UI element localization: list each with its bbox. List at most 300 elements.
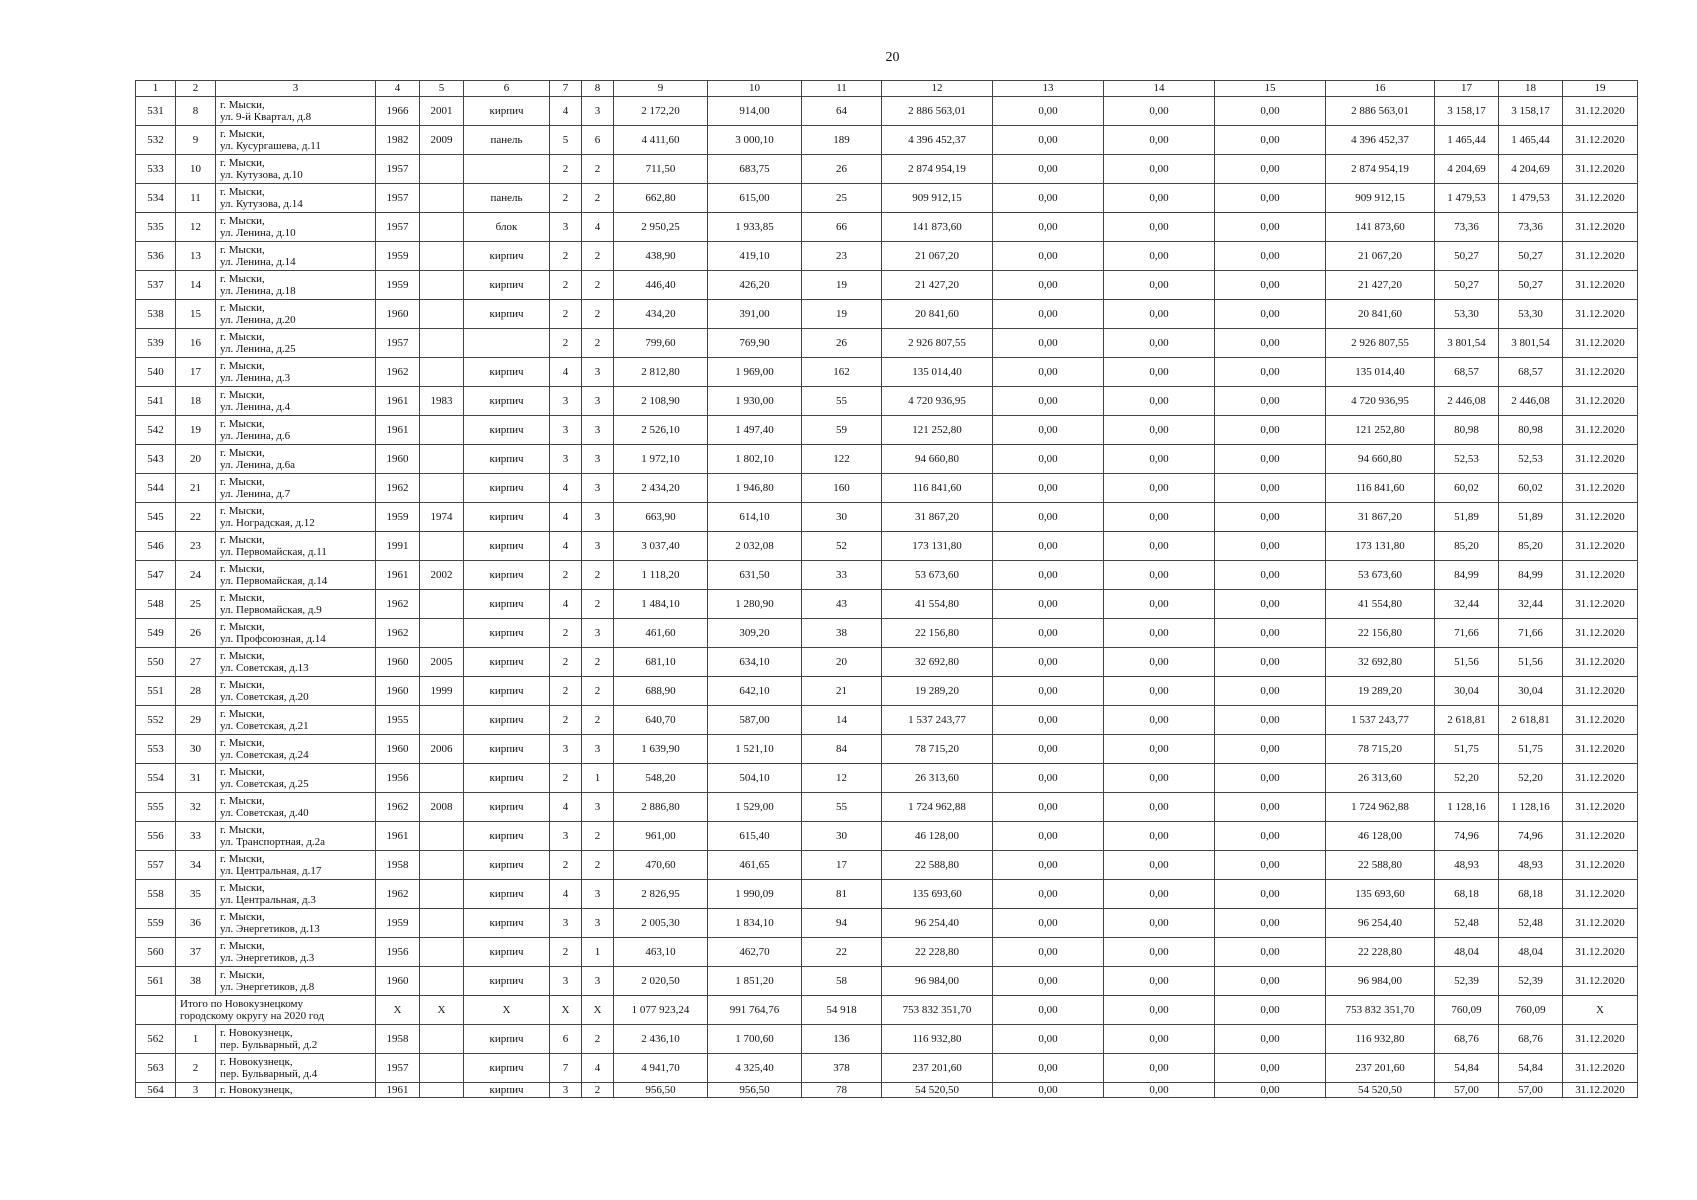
cell-wall-material [464,329,550,358]
cell-total-area: 1 118,20 [614,561,708,590]
cell-floors: 3 [550,909,582,938]
cell-floors: 4 [550,793,582,822]
table-row [136,1054,1638,1083]
cell-deadline: 31.12.2020 [1563,590,1638,619]
cell-year-renovated: 1974 [420,503,464,532]
cell-entrances: 2 [582,329,614,358]
cell-total-cost: 41 554,80 [882,590,993,619]
cell-row-number: 538 [136,300,176,329]
column-header-19: 19 [1563,81,1638,97]
cell-entrances: 6 [582,126,614,155]
cell-total-area: 681,10 [614,648,708,677]
table-row [136,329,1638,358]
cell-living-area: 2 032,08 [708,532,802,561]
cell-living-area: 1 969,00 [708,358,802,387]
cell-total-cost: 21 427,20 [882,271,993,300]
cell-address [216,735,376,764]
total-residents: 54 918 [802,996,882,1025]
cell-year-built: 1959 [376,271,420,300]
column-header-10: 10 [708,81,802,97]
cell-total-cost: 31 867,20 [882,503,993,532]
address-street: ул. Советская, д.13 [220,662,309,674]
cell-living-area: 914,00 [708,97,802,126]
cell-cost-per-sqm-limit: 68,76 [1499,1025,1563,1054]
cell-year-renovated [420,329,464,358]
cell-living-area: 683,75 [708,155,802,184]
cell-row-number: 552 [136,706,176,735]
column-header-4: 4 [376,81,420,97]
address-city: г. Мыски, [220,708,265,720]
address-street: ул. Ленина, д.4 [220,401,291,413]
address-street: ул. Ленина, д.25 [220,343,296,355]
cell-cost-other: 0,00 [1215,677,1326,706]
cell-row-number: 555 [136,793,176,822]
cell-cost-fund: 0,00 [993,532,1104,561]
address-street: ул. Ленина, д.7 [220,488,291,500]
cell-cost-per-sqm-limit: 3 158,17 [1499,97,1563,126]
cell-cost-other: 0,00 [1215,184,1326,213]
cell-living-area: 1 851,20 [708,967,802,996]
address-city: г. Мыски, [220,650,265,662]
cell-deadline: 31.12.2020 [1563,271,1638,300]
cell-row-number: 554 [136,764,176,793]
table-row [136,880,1638,909]
cell-residents: 21 [802,677,882,706]
cell-residents: 122 [802,445,882,474]
address-city: г. Мыски, [220,273,265,285]
cell-deadline: 31.12.2020 [1563,97,1638,126]
cell-residents: 59 [802,416,882,445]
table-row [136,764,1638,793]
cell-cost-other: 0,00 [1215,822,1326,851]
cell-year-renovated [420,213,464,242]
cell-address [216,880,376,909]
cell-wall-material: кирпич [464,735,550,764]
cell-total-cost: 46 128,00 [882,822,993,851]
table-row [136,706,1638,735]
cell-cost-owners: 26 313,60 [1326,764,1435,793]
cell-floors: 2 [550,677,582,706]
cell-cost-fund: 0,00 [993,445,1104,474]
cell-row-number: 537 [136,271,176,300]
cell-cost-per-sqm-limit: 80,98 [1499,416,1563,445]
table-row [136,474,1638,503]
cell-floors: 2 [550,561,582,590]
table-row [136,126,1638,155]
cell-year-renovated [420,184,464,213]
table-row [136,648,1638,677]
cell-deadline: 31.12.2020 [1563,474,1638,503]
cell-year-built: 1962 [376,474,420,503]
cell-total-area: 1 484,10 [614,590,708,619]
cell-cost-per-sqm-limit: 74,96 [1499,822,1563,851]
cell-total-area: 2 526,10 [614,416,708,445]
cell-floors: 6 [550,1025,582,1054]
cell-cost-budget: 0,00 [1104,300,1215,329]
cell-total-area: 662,80 [614,184,708,213]
page-number: 20 [885,50,900,65]
cell-floors: 4 [550,880,582,909]
cell-cost-owners: 237 201,60 [1326,1054,1435,1083]
address-city: г. Мыски, [220,824,265,836]
cell-address [216,561,376,590]
cell-wall-material: кирпич [464,967,550,996]
cell-cost-per-sqm: 84,99 [1435,561,1499,590]
cell-year-renovated: 2008 [420,793,464,822]
cell-residents: 189 [802,126,882,155]
cell-cost-fund: 0,00 [993,735,1104,764]
cell-cost-fund: 0,00 [993,764,1104,793]
cell-deadline: 31.12.2020 [1563,851,1638,880]
table-row [136,387,1638,416]
cell-cost-fund: 0,00 [993,155,1104,184]
cell-cost-per-sqm-limit: 84,99 [1499,561,1563,590]
cell-cost-other: 0,00 [1215,706,1326,735]
cell-cost-budget: 0,00 [1104,1025,1215,1054]
cell-entrances: 2 [582,1083,614,1098]
cell-residents: 55 [802,793,882,822]
cell-row-number: 532 [136,126,176,155]
cell-cost-other: 0,00 [1215,387,1326,416]
cell-living-area: 614,10 [708,503,802,532]
cell-wall-material: кирпич [464,677,550,706]
cell-address [216,445,376,474]
cell-year-renovated: 2005 [420,648,464,677]
cell-year-built: 1957 [376,329,420,358]
address-street: ул. Ноградская, д.12 [220,517,315,529]
cell-cost-other: 0,00 [1215,503,1326,532]
cell-row-number: 535 [136,213,176,242]
cell-address [216,126,376,155]
cell-cost-per-sqm: 3 158,17 [1435,97,1499,126]
column-header-1: 1 [136,81,176,97]
cell-address [216,793,376,822]
cell-year-renovated [420,967,464,996]
address-street: ул. Кутузова, д.10 [220,169,303,181]
cell-local-number: 25 [176,590,216,619]
address-street: ул. Энергетиков, д.3 [220,952,315,964]
total-row [136,996,1638,1025]
cell-address [216,271,376,300]
table-row [136,358,1638,387]
cell-total-cost: 96 984,00 [882,967,993,996]
cell-deadline: 31.12.2020 [1563,329,1638,358]
cell-cost-per-sqm: 57,00 [1435,1083,1499,1098]
cell-cost-other: 0,00 [1215,880,1326,909]
cell-living-area: 426,20 [708,271,802,300]
cell-cost-budget: 0,00 [1104,938,1215,967]
cell-year-built: 1961 [376,822,420,851]
cell-cost-budget: 0,00 [1104,213,1215,242]
cell-address [216,1083,376,1098]
cell-cost-budget: 0,00 [1104,1054,1215,1083]
cell-cost-owners: 173 131,80 [1326,532,1435,561]
cell-local-number: 32 [176,793,216,822]
cell-floors: 4 [550,97,582,126]
cell-address [216,822,376,851]
cell-total-area: 434,20 [614,300,708,329]
cell-year-renovated [420,358,464,387]
cell-year-renovated [420,155,464,184]
cell-cost-fund: 0,00 [993,329,1104,358]
cell-total-cost: 135 014,40 [882,358,993,387]
cell-entrances: 4 [582,213,614,242]
cell-total-area: 2 950,25 [614,213,708,242]
cell-deadline: 31.12.2020 [1563,445,1638,474]
cell-local-number: 33 [176,822,216,851]
cell-cost-per-sqm: 68,76 [1435,1025,1499,1054]
cell-floors: 2 [550,619,582,648]
cell-total-area: 2 436,10 [614,1025,708,1054]
cell-cost-budget: 0,00 [1104,590,1215,619]
cell-year-renovated [420,1054,464,1083]
cell-year-built: 1960 [376,300,420,329]
cell-local-number: 18 [176,387,216,416]
cell-total-area: 2 434,20 [614,474,708,503]
cell-local-number: 23 [176,532,216,561]
cell-row-number: 540 [136,358,176,387]
cell-living-area: 391,00 [708,300,802,329]
address-city: г. Мыски, [220,418,265,430]
address-street: ул. Энергетиков, д.13 [220,923,320,935]
cell-local-number: 19 [176,416,216,445]
address-street: пер. Бульварный, д.4 [220,1068,318,1080]
column-header-6: 6 [464,81,550,97]
cell-cost-budget: 0,00 [1104,474,1215,503]
cell-cost-per-sqm: 2 618,81 [1435,706,1499,735]
cell-total-area: 4 411,60 [614,126,708,155]
cell-cost-per-sqm: 32,44 [1435,590,1499,619]
table-row [136,242,1638,271]
cell-deadline: 31.12.2020 [1563,938,1638,967]
cell-wall-material: кирпич [464,851,550,880]
cell-address [216,387,376,416]
cell-entrances: 3 [582,532,614,561]
cell-cost-budget: 0,00 [1104,648,1215,677]
cell-year-renovated: 2006 [420,735,464,764]
cell-residents: 84 [802,735,882,764]
cell-cost-fund: 0,00 [993,1083,1104,1098]
table-row [136,677,1638,706]
cell-year-built: 1959 [376,909,420,938]
cell-local-number: 21 [176,474,216,503]
cell-cost-owners: 135 693,60 [1326,880,1435,909]
cell-cost-fund: 0,00 [993,387,1104,416]
cell-residents: 19 [802,271,882,300]
cell-local-number: 36 [176,909,216,938]
cell-year-built: 1962 [376,619,420,648]
cell-cost-per-sqm-limit: 60,02 [1499,474,1563,503]
cell-total-area: 548,20 [614,764,708,793]
cell-entrances: 3 [582,909,614,938]
cell-total-area: 1 972,10 [614,445,708,474]
cell-deadline: 31.12.2020 [1563,967,1638,996]
cell-total-area: 463,10 [614,938,708,967]
cell-cost-per-sqm: 54,84 [1435,1054,1499,1083]
cell-cost-fund: 0,00 [993,474,1104,503]
cell-cost-budget: 0,00 [1104,851,1215,880]
cell-local-number: 3 [176,1083,216,1098]
cell-residents: 19 [802,300,882,329]
cell-cost-budget: 0,00 [1104,967,1215,996]
cell-total-area: 663,90 [614,503,708,532]
cell-address [216,532,376,561]
cell-wall-material: блок [464,213,550,242]
cell-floors: 2 [550,300,582,329]
cell-wall-material: панель [464,126,550,155]
cell-entrances: 3 [582,793,614,822]
address-street: ул. Кусургашева, д.11 [220,140,321,152]
cell-cost-owners: 41 554,80 [1326,590,1435,619]
cell-cost-owners: 22 228,80 [1326,938,1435,967]
cell-living-area: 1 280,90 [708,590,802,619]
cell-cost-per-sqm-limit: 4 204,69 [1499,155,1563,184]
cell-deadline: 31.12.2020 [1563,300,1638,329]
column-header-13: 13 [993,81,1104,97]
cell-row-number: 561 [136,967,176,996]
cell-cost-per-sqm: 52,48 [1435,909,1499,938]
cell-residents: 26 [802,155,882,184]
cell-entrances: 1 [582,764,614,793]
cell-year-built: 1958 [376,851,420,880]
cell-local-number: 14 [176,271,216,300]
cell-year-renovated [420,416,464,445]
cell-living-area: 309,20 [708,619,802,648]
cell-total-cost: 2 926 807,55 [882,329,993,358]
cell-cost-budget: 0,00 [1104,242,1215,271]
cell-address [216,329,376,358]
cell-cost-fund: 0,00 [993,358,1104,387]
table-row [136,416,1638,445]
cell-row-number-empty [136,996,176,1025]
cell-cost-per-sqm-limit: 1 465,44 [1499,126,1563,155]
cell-entrances: 2 [582,677,614,706]
cell-row-number: 541 [136,387,176,416]
cell-year-built: 1958 [376,1025,420,1054]
cell-total-area: 711,50 [614,155,708,184]
cell-floors: 4 [550,590,582,619]
cell-cost-per-sqm-limit: 50,27 [1499,242,1563,271]
cell-row-number: 545 [136,503,176,532]
cell-total-area: 961,00 [614,822,708,851]
cell-total-area: 2 020,50 [614,967,708,996]
address-street: ул. 9-й Квартал, д.8 [220,111,312,123]
cell-local-number: 27 [176,648,216,677]
cell-row-number: 559 [136,909,176,938]
table-row [136,1083,1638,1098]
cell-wall-material: кирпич [464,590,550,619]
cell-total-cost: 21 067,20 [882,242,993,271]
cell-entrances: 3 [582,387,614,416]
cell-cost-other: 0,00 [1215,155,1326,184]
cell-entrances: 2 [582,561,614,590]
table-row [136,619,1638,648]
cell-year-renovated [420,532,464,561]
cell-cost-per-sqm: 4 204,69 [1435,155,1499,184]
total-floors: X [550,996,582,1025]
cell-cost-owners: 21 067,20 [1326,242,1435,271]
address-street: ул. Энергетиков, д.8 [220,981,315,993]
cell-year-built: 1962 [376,358,420,387]
cell-wall-material: кирпич [464,445,550,474]
address-city: г. Мыски, [220,621,265,633]
cell-total-area: 956,50 [614,1083,708,1098]
cell-cost-other: 0,00 [1215,938,1326,967]
address-city: г. Мыски, [220,476,265,488]
column-header-11: 11 [802,81,882,97]
table-row [136,590,1638,619]
cell-residents: 64 [802,97,882,126]
cell-year-built: 1959 [376,503,420,532]
cell-row-number: 560 [136,938,176,967]
cell-deadline: 31.12.2020 [1563,358,1638,387]
cell-local-number: 17 [176,358,216,387]
cell-cost-fund: 0,00 [993,126,1104,155]
cell-cost-budget: 0,00 [1104,358,1215,387]
cell-total-cost: 1 537 243,77 [882,706,993,735]
cell-cost-other: 0,00 [1215,590,1326,619]
cell-cost-owners: 94 660,80 [1326,445,1435,474]
cell-cost-owners: 135 014,40 [1326,358,1435,387]
cell-entrances: 3 [582,474,614,503]
cell-cost-per-sqm: 53,30 [1435,300,1499,329]
cell-year-built: 1962 [376,793,420,822]
column-header-5: 5 [420,81,464,97]
address-street: ул. Первомайская, д.14 [220,575,328,587]
cell-row-number: 562 [136,1025,176,1054]
cell-year-built: 1962 [376,880,420,909]
cell-cost-per-sqm: 73,36 [1435,213,1499,242]
cell-cost-owners: 20 841,60 [1326,300,1435,329]
cell-total-cost: 2 874 954,19 [882,155,993,184]
cell-floors: 2 [550,764,582,793]
cell-deadline: 31.12.2020 [1563,1025,1638,1054]
cell-cost-per-sqm: 1 128,16 [1435,793,1499,822]
cell-floors: 2 [550,184,582,213]
cell-total-cost: 22 228,80 [882,938,993,967]
cell-year-renovated [420,619,464,648]
total-entrances: X [582,996,614,1025]
cell-residents: 162 [802,358,882,387]
cell-year-built: 1959 [376,242,420,271]
cell-cost-owners: 4 396 452,37 [1326,126,1435,155]
cell-year-built: 1960 [376,967,420,996]
cell-floors: 4 [550,474,582,503]
total-cost-per-sqm: 760,09 [1435,996,1499,1025]
cell-cost-budget: 0,00 [1104,329,1215,358]
cell-residents: 22 [802,938,882,967]
cell-floors: 2 [550,706,582,735]
total-cost-owners: 753 832 351,70 [1326,996,1435,1025]
cell-cost-budget: 0,00 [1104,416,1215,445]
cell-entrances: 3 [582,619,614,648]
cell-cost-other: 0,00 [1215,329,1326,358]
cell-year-renovated [420,706,464,735]
cell-local-number: 10 [176,155,216,184]
cell-living-area: 419,10 [708,242,802,271]
cell-cost-fund: 0,00 [993,300,1104,329]
cell-wall-material: кирпич [464,822,550,851]
cell-deadline: 31.12.2020 [1563,793,1638,822]
cell-cost-fund: 0,00 [993,619,1104,648]
cell-wall-material: кирпич [464,764,550,793]
cell-wall-material [464,155,550,184]
cell-cost-other: 0,00 [1215,1025,1326,1054]
cell-cost-per-sqm-limit: 3 801,54 [1499,329,1563,358]
cell-deadline: 31.12.2020 [1563,184,1638,213]
cell-cost-fund: 0,00 [993,213,1104,242]
cell-residents: 66 [802,213,882,242]
